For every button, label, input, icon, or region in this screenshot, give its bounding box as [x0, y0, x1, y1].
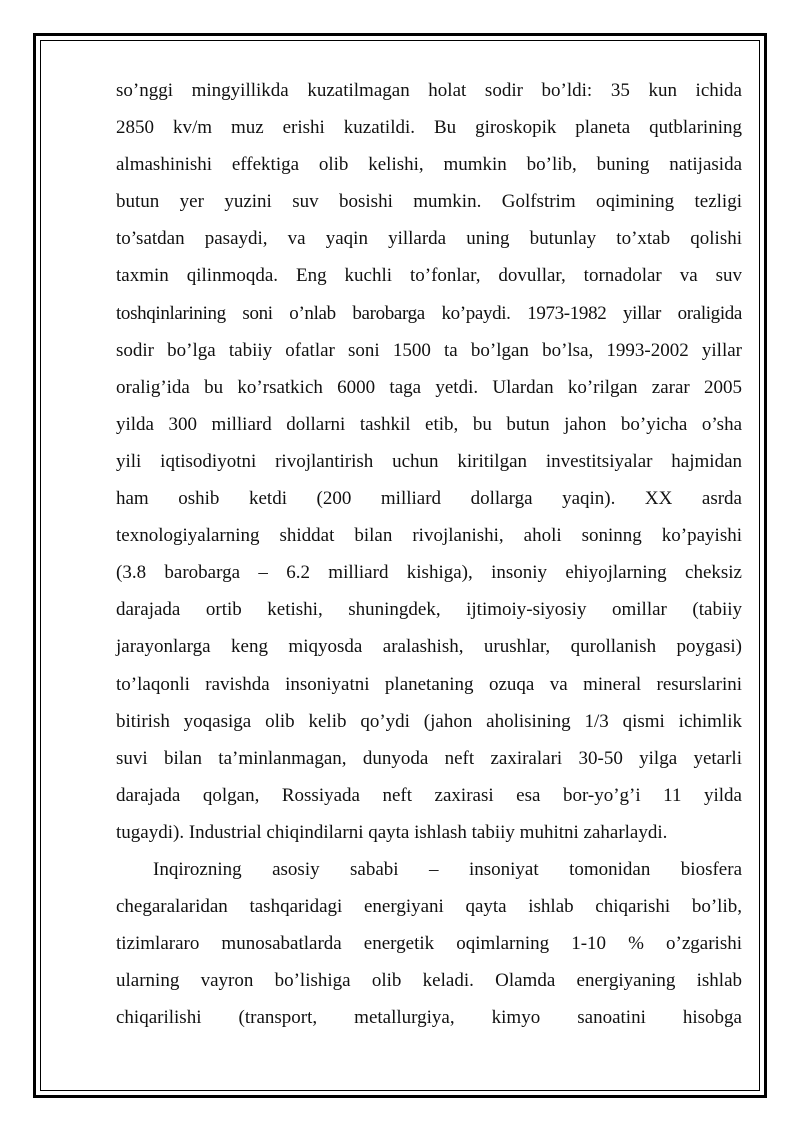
text-line: toshqinlarining soni o’nlab barobarga ko’paydi. 1973-1982 yillar oraligida	[116, 302, 742, 324]
text-line: (3.8 barobarga – 6.2 milliard kishiga), insoniy ehiyojlarning cheksiz	[116, 562, 742, 584]
text-line: jarayonlarga keng miqyosda aralashish, urushlar, qurollanish poygasi)	[116, 636, 742, 658]
text-line: to’laqonli ravishda insoniyatni planetaning ozuqa va mineral resurslarini	[116, 673, 742, 695]
text-line: oralig’ida bu ko’rsatkich 6000 taga yetdi. Ulardan ko’rilgan zarar 2005	[116, 376, 742, 398]
text-line: darajada ortib ketishi, shuningdek, ijtimoiy-siyosiy omillar (tabiiy	[116, 599, 742, 621]
text-line: chegaralaridan tashqaridagi energiyani qayta ishlab chiqarishi bo’lib,	[116, 896, 742, 918]
text-line: butun yer yuzini suv bosishi mumkin. Golfstrim oqimining tezligi	[116, 191, 742, 213]
paragraph-2	[116, 851, 742, 1036]
text-line: ularning vayron bo’lishiga olib keladi. Olamda energiyaning ishlab	[116, 970, 742, 992]
text-line: 2850 kv/m muz erishi kuzatildi. Bu giroskopik planeta qutblarining	[116, 117, 742, 139]
text-line: yili iqtisodiyotni rivojlantirish uchun kiritilgan investitsiyalar hajmidan	[116, 450, 742, 472]
text-line: Inqirozning asosiy sababi – insoniyat tomonidan biosfera	[153, 858, 742, 880]
text-line: tizimlararo munosabatlarda energetik oqimlarning 1-10 % o’zgarishi	[116, 933, 742, 955]
text-line: ham oshib ketdi (200 milliard dollarga yaqin). XX asrda	[116, 488, 742, 510]
text-line: tugaydi). Industrial chiqindilarni qayta ishlash tabiiy muhitni zaharlaydi.	[116, 821, 668, 843]
text-line: bitirish yoqasiga olib kelib qo’ydi (jahon aholisining 1/3 qismi ichimlik	[116, 710, 742, 732]
text-line: yilda 300 milliard dollarni tashkil etib, bu butun jahon bo’yicha o’sha	[116, 413, 742, 435]
text-line: to’satdan pasaydi, va yaqin yillarda uning butunlay to’xtab qolishi	[116, 228, 742, 250]
text-line: so’nggi mingyillikda kuzatilmagan holat sodir bo’ldi: 35 kun ichida	[116, 80, 742, 101]
text-line: texnologiyalarning shiddat bilan rivojlanishi, aholi soninng ko’payishi	[116, 525, 742, 547]
paragraph-1	[116, 72, 742, 851]
text-line: almashinishi effektiga olib kelishi, mumkin bo’lib, buning natijasida	[116, 154, 742, 176]
document-body	[116, 72, 742, 1036]
text-line: chiqarilishi (transport, metallurgiya, kimyo sanoatini hisobga	[116, 1007, 742, 1029]
text-line: darajada qolgan, Rossiyada neft zaxirasi esa bor-yo’g’i 11 yilda	[116, 784, 742, 806]
text-line: suvi bilan ta’minlanmagan, dunyoda neft zaxiralari 30-50 yilga yetarli	[116, 747, 742, 769]
text-line: sodir bo’lga tabiiy ofatlar soni 1500 ta bo’lgan bo’lsa, 1993-2002 yillar	[116, 339, 742, 361]
text-line: taxmin qilinmoqda. Eng kuchli to’fonlar, dovullar, tornadolar va suv	[116, 265, 742, 287]
